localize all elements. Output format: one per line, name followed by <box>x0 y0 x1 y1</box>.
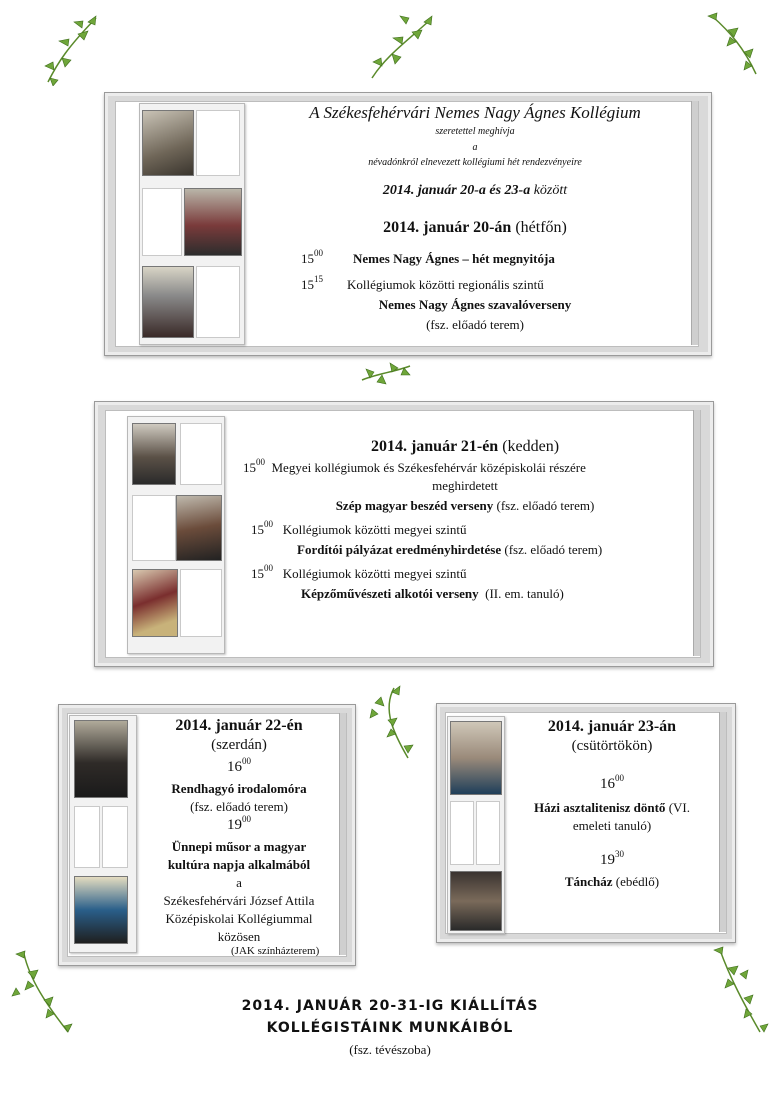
open-window-sash-block2 <box>127 416 225 654</box>
day-weekday: (kedden) <box>502 438 560 455</box>
photo-dance-house <box>450 871 502 931</box>
event-title: Fordítói pályázat eredményhirdetése <box>297 542 502 557</box>
event-description: Kollégiumok közötti megyei szintű <box>282 522 467 537</box>
event-time: $19^{30}$ <box>600 849 624 868</box>
window-frame-block3 <box>58 704 356 966</box>
photo-event-group <box>184 188 242 256</box>
date-range-tail: között <box>533 183 568 198</box>
event-line: $15^{00}$ Kollégiumok közötti megyei szintű <box>251 519 467 537</box>
day-weekday: (csütörtökön) <box>571 738 653 754</box>
ivy-decoration-top-center <box>366 12 436 82</box>
ivy-decoration-center-lower <box>364 684 422 762</box>
event-title-line <box>297 542 602 558</box>
event-line: $15^{00}$ Megyei kollégiumok és Székesfehérvár középiskolái részére <box>243 457 586 475</box>
window-rail-right <box>693 410 700 656</box>
event-place: (fsz. előadó terem) <box>190 799 288 814</box>
photo-art-table <box>132 569 178 637</box>
window-pane <box>132 495 176 561</box>
event-line: $15^{00}$ Kollégiumok közötti megyei szintű <box>251 563 467 581</box>
event-title: Szép magyar beszéd verseny <box>335 498 494 513</box>
day-date: 2014. január 20-án <box>383 219 512 236</box>
event-description: Kollégiumok közötti regionális szintű <box>347 277 544 292</box>
event-title: Rendhagyó irodalomóra <box>171 781 307 796</box>
exhibition-subheading: KOLLÉGISTÁINK MUNKÁIBÓL <box>266 1020 514 1036</box>
event-time: $16^{00}$ <box>227 756 251 775</box>
photo-reader <box>74 720 128 798</box>
org-name: A Székesfehérvári Nemes Nagy Ágnes Kollégium <box>309 103 641 122</box>
invite-text: szeretettel meghívja <box>435 126 515 137</box>
photo-performers <box>74 876 128 944</box>
event-partner: közösen <box>217 929 261 944</box>
day-date: 2014. január 22-én <box>175 717 303 734</box>
window-pane <box>196 110 240 176</box>
event-place: (fsz. előadó terem) <box>504 542 603 557</box>
window-pane <box>180 569 222 637</box>
event-description: Megyei kollégiumok és Székesfehérvár középiskolái részére <box>271 460 586 475</box>
event-place: (II. em. tanuló) <box>485 586 564 601</box>
event-place: (fsz. előadó terem) <box>496 498 595 513</box>
event-title-line <box>245 498 685 514</box>
photo-table-tennis <box>450 721 502 795</box>
photo-event-speakers <box>142 266 194 338</box>
week-text: névadónkról elnevezett kollégiumi hét rendezvényeire <box>368 157 582 168</box>
window-pane <box>102 806 128 868</box>
invite-a: a <box>472 142 478 153</box>
event-title: Nemes Nagy Ágnes – hét megnyitója <box>353 251 555 266</box>
exhibition-heading: 2014. JANUÁR 20-31-IG KIÁLLÍTÁS <box>241 998 539 1014</box>
window-frame-block4 <box>436 703 736 943</box>
day-weekday: (szerdán) <box>211 737 267 753</box>
event-title-line <box>507 874 717 890</box>
event-title-line <box>301 586 564 602</box>
event-description: Kollégiumok közötti megyei szintű <box>282 566 467 581</box>
window-pane <box>476 801 500 865</box>
event-title-line <box>507 800 717 816</box>
event-time: $15^{15}$ <box>301 274 323 292</box>
event-place: (fsz. előadó terem) <box>426 317 524 332</box>
event-title: Házi asztalitenisz döntő <box>534 800 666 815</box>
exhibition-place: (fsz. tévészoba) <box>349 1042 431 1057</box>
photo-portrait <box>142 110 194 176</box>
photo-speaker <box>132 423 176 485</box>
date-range-bold: 2014. január 20-a és 23-a <box>382 183 531 198</box>
window-pane <box>450 801 474 865</box>
event-time: $16^{00}$ <box>600 773 624 792</box>
ivy-decoration-top-right <box>704 12 764 78</box>
ivy-decoration-top-left <box>38 12 104 86</box>
window-pane <box>142 188 182 256</box>
day-date: 2014. január 21-én <box>370 438 499 455</box>
window-rail-right <box>719 712 726 932</box>
photo-jury <box>176 495 222 561</box>
event-place: (JAK színházterem) <box>231 945 320 957</box>
event-title: Képzőművészeti alkotói verseny <box>301 586 479 601</box>
event-partner: Székesfehérvári József Attila <box>163 893 315 908</box>
event-place: emeleti tanuló) <box>572 818 652 833</box>
event-title: Nemes Nagy Ágnes szavalóverseny <box>378 297 572 312</box>
window-frame-block1 <box>104 92 712 356</box>
event-time: $15^{00}$ <box>301 248 323 266</box>
event-time: $19^{00}$ <box>227 814 251 833</box>
open-window-sash-block1 <box>139 103 245 345</box>
event-place: (VI. <box>668 800 690 815</box>
date-range <box>255 183 695 199</box>
event-partner: Középiskolai Kollégiummal <box>165 911 313 926</box>
ivy-decoration-middle <box>360 360 412 388</box>
window-pane <box>180 423 222 485</box>
day-weekday: (hétfőn) <box>515 219 567 236</box>
event-place: (ebédlő) <box>615 874 660 889</box>
open-window-sash-block4 <box>447 716 505 934</box>
event-connector: a <box>236 875 242 890</box>
open-window-sash-block3 <box>69 715 137 953</box>
day-date: 2014. január 23-án <box>547 718 677 735</box>
event-title: Ünnepi műsor a magyar <box>171 839 307 854</box>
day-heading <box>255 219 695 237</box>
event-description: meghirdetett <box>432 478 498 493</box>
day-heading <box>245 438 685 456</box>
event-title: kultúra napja alkalmából <box>167 857 311 872</box>
window-pane <box>74 806 100 868</box>
event-title: Táncház <box>564 874 613 889</box>
window-pane <box>196 266 240 338</box>
window-frame-block2 <box>94 401 714 667</box>
